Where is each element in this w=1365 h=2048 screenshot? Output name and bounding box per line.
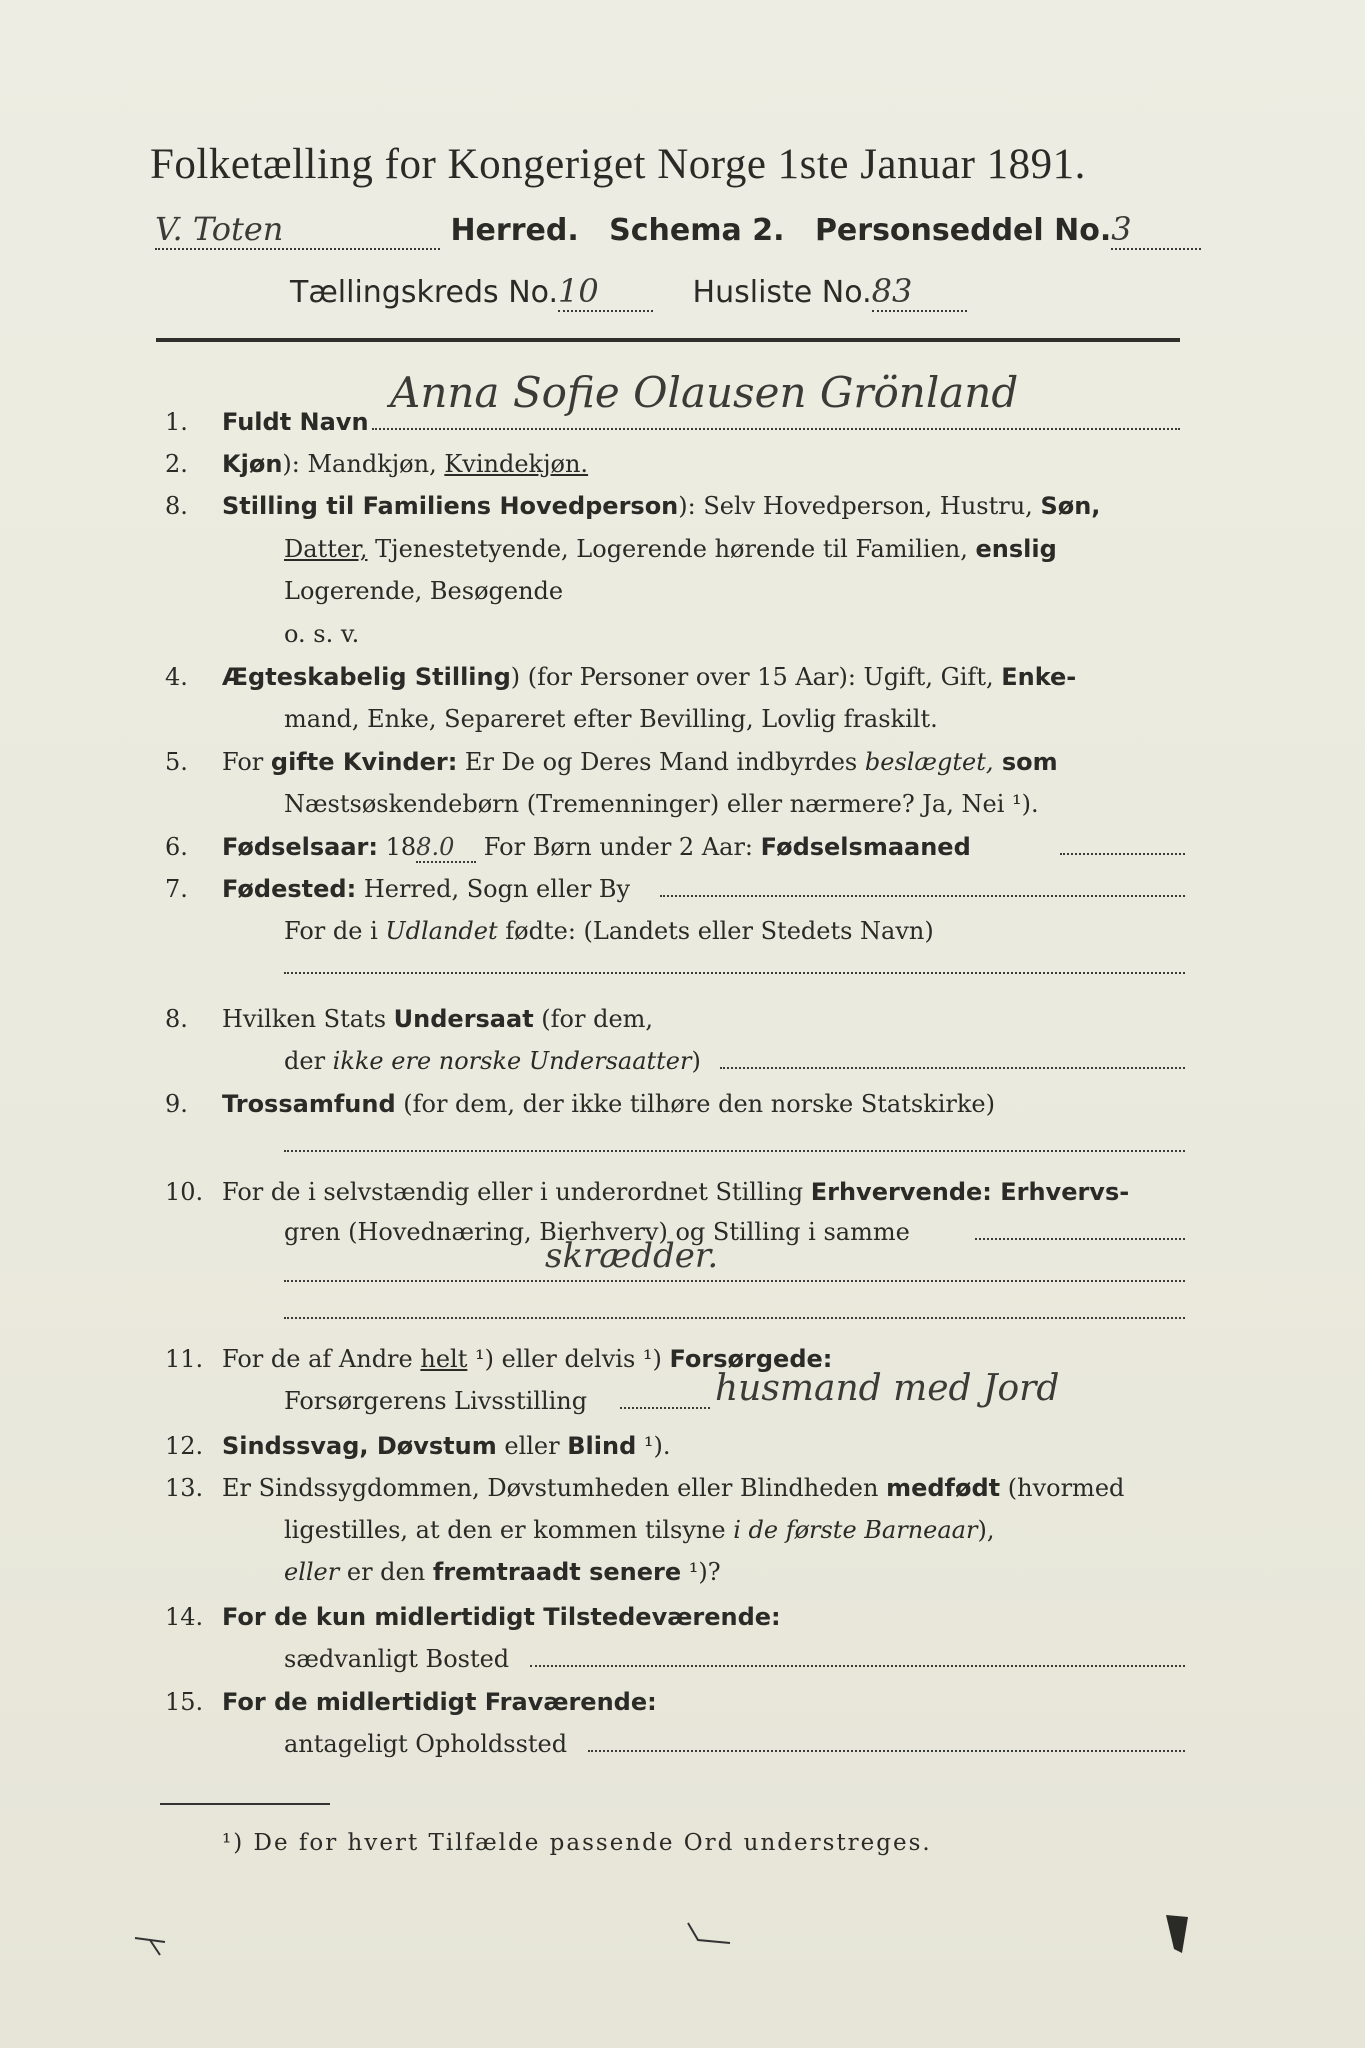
occupation-value: skrædder. [545,1236,719,1276]
relation-label: Stilling til Familiens Hovedperson [222,492,679,520]
schema-label: Schema 2. [609,213,785,248]
provider-line [620,1407,710,1409]
religion-text: (for dem, der ikke tilhøre den norske Statskirke) [395,1090,995,1118]
birth-month-line [1060,853,1185,855]
item-3-line-3: Logerende, Besøgende [284,577,564,605]
item-5-line-2: Næstsøskendebørn (Tremenninger) eller nærmere? Ja, Nei ¹). [284,790,1039,818]
citizenship-label: Undersaat [393,1005,534,1033]
item-6 [222,833,971,863]
congenital-line3-text: er den [339,1558,433,1586]
form-title: Folketælling for Kongeriget Norge 1ste Januar 1891. [150,141,1086,188]
sex-options: ): Mandkjøn, [282,450,445,478]
item-1 [222,408,369,436]
supported-helt: helt [420,1345,468,1373]
kreds-value: 10 [558,272,653,312]
header-rule [156,338,1180,342]
husliste-value: 83 [872,272,967,312]
item-15-number: 15. [165,1688,204,1716]
corner-mark-left [130,1920,180,1960]
relation-options-1: ): Selv Hovedperson, Hustru, [678,492,1041,520]
birth-year-value: 8.0 [416,833,476,863]
item-2-number: 2. [165,450,188,478]
item-12 [222,1432,671,1460]
item-4-line-2: mand, Enke, Separeret efter Bevilling, Lovlig fraskilt. [284,705,938,733]
item-7 [222,875,630,903]
congenital-line3-end: ¹)? [681,1558,721,1586]
full-name-value: Anna Sofie Olausen Grönland [390,368,1019,417]
item-11-number: 11. [165,1345,204,1373]
disability-or: eller [496,1432,568,1460]
temporary-present-label: For de kun midlertidigt Tilstedeværende: [222,1603,781,1631]
relation-son: Søn, [1040,492,1101,520]
religion-line [284,1150,1185,1152]
corner-mark-right [1160,1905,1200,1960]
congenital-eller: eller [284,1558,340,1586]
congenital-senere: fremtraadt senere [432,1558,682,1586]
footnote: ¹) De for hvert Tilfælde passende Ord understreges. [222,1830,932,1856]
item-8-number: 8. [165,1005,188,1033]
occupation-line-1 [975,1238,1185,1240]
herred-value: V. Toten [155,210,440,250]
item-3 [222,492,1100,520]
birth-month-label: Fødselsmaaned [760,833,971,861]
supported-prefix: For de af Andre [222,1345,421,1373]
item-6-number: 6. [165,833,188,861]
husliste-label: Husliste No. [692,275,872,310]
married-question: Er De og Deres Mand indbyrdes [457,748,865,776]
item-10 [222,1178,1129,1206]
citizenship-line [720,1067,1185,1069]
item-3-line-2 [284,535,1057,563]
abroad-line [284,972,1185,974]
probable-residence-line [588,1750,1185,1752]
congenital-medfodt: medfødt [886,1474,1001,1502]
citizenship-italic: ikke ere norske Undersaatter [332,1047,692,1075]
married-beslaegtet: beslægtet, [864,748,994,776]
congenital-line2-text: ligestilles, at den er kommen tilsyne [284,1516,734,1544]
item-7-line-2 [284,917,934,945]
item-4-number: 4. [165,663,188,691]
supported-label: Forsørgede: [669,1345,833,1373]
usual-residence-line [530,1665,1185,1667]
birthplace-text: Herred, Sogn eller By [356,875,631,903]
citizenship-prefix: Hvilken Stats [222,1005,394,1033]
supported-text: ¹) eller delvis ¹) [467,1345,670,1373]
full-name-label: Fuldt Navn [222,408,369,436]
marital-options-1: ) (for Personer over 15 Aar): Ugift, Gift, [510,663,1002,691]
occupation-label-2: Erhvervs- [991,1178,1130,1206]
herred-line [155,210,1201,250]
item-10-number: 10. [165,1178,204,1206]
disability-label: Sindssvag, Døvstum [222,1432,497,1460]
relation-selected: Datter, [284,535,368,563]
item-15-line-2: antageligt Opholdssted [284,1730,568,1758]
abroad-text: fødte: (Landets eller Stedets Navn) [497,917,934,945]
married-som: som [993,748,1058,776]
kreds-label: Tællingskreds No. [290,275,558,310]
occupation-line-2 [284,1280,1185,1282]
occupation-label: Erhvervende: [810,1178,992,1206]
relation-enslig: enslig [975,535,1057,563]
item-10-line-2: gren (Hovednæring, Bierhverv) og Stilling i samme [284,1218,910,1246]
item-13-line-2 [284,1516,994,1544]
marital-label: Ægteskabelig Stilling [222,663,511,691]
marital-enke: Enke- [1001,663,1077,691]
item-13-line-3 [284,1558,721,1586]
citizenship-close: ) [691,1047,701,1075]
corner-mark-center [680,1915,740,1955]
relation-options-2: Tjenestetyende, Logerende hørende til Familien, [367,535,976,563]
item-13-number: 13. [165,1474,204,1502]
congenital-text: Er Sindssygdommen, Døvstumheden eller Blindheden [222,1474,887,1502]
birthplace-label: Fødested: [222,875,357,903]
religion-label: Trossamfund [222,1090,396,1118]
sex-selected: Kvindekjøn. [444,450,589,478]
item-8-line-2 [284,1047,701,1075]
item-2 [222,450,588,478]
personseddel-label: Personseddel No. [814,213,1112,248]
full-name-line [372,428,1180,430]
footnote-rule [160,1803,330,1805]
congenital-line2-end: ), [977,1516,995,1544]
congenital-hvormed: (hvormed [1000,1474,1125,1502]
item-14-line-2: sædvanligt Bosted [284,1645,510,1673]
personseddel-value: 3 [1111,210,1201,250]
disability-blind: Blind [567,1432,637,1460]
item-12-number: 12. [165,1432,204,1460]
provider-value: husmand med Jord [715,1368,1060,1409]
item-9-number: 9. [165,1090,188,1118]
married-label: gifte Kvinder: [270,748,458,776]
married-prefix: For [222,748,271,776]
temporary-absent-label: For de midlertidigt Fraværende: [222,1688,657,1716]
abroad-udlandet: Udlandet [385,917,498,945]
item-4 [222,663,1076,691]
item-8 [222,1005,653,1033]
sex-label: Kjøn [222,450,283,478]
item-11-line-2: Forsørgerens Livsstilling [284,1387,588,1415]
item-9 [222,1090,995,1118]
item-5-number: 5. [165,748,188,776]
birth-year-prefix: 18 [378,833,417,861]
birthplace-line [660,895,1185,897]
citizenship-suffix: (for dem, [533,1005,654,1033]
abroad-prefix: For de i [284,917,386,945]
congenital-barneaar: i de første Barneaar [733,1516,978,1544]
item-7-number: 7. [165,875,188,903]
item-13 [222,1474,1124,1502]
herred-label: Herred. [450,213,579,248]
item-3-number: 8. [165,492,188,520]
item-5 [222,748,1058,776]
citizenship-der: der [284,1047,333,1075]
item-1-number: 1. [165,408,188,436]
kreds-line [290,272,967,312]
item-14-number: 14. [165,1603,204,1631]
occupation-line-3 [284,1317,1185,1319]
birth-year-label: Fødselsaar: [222,833,378,861]
item-3-line-4: o. s. v. [284,620,360,648]
occupation-prefix: For de i selvstændig eller i underordnet Stilling [222,1178,811,1206]
disability-end: ¹). [636,1432,671,1460]
birth-month-text: For Børn under 2 Aar: [476,833,761,861]
